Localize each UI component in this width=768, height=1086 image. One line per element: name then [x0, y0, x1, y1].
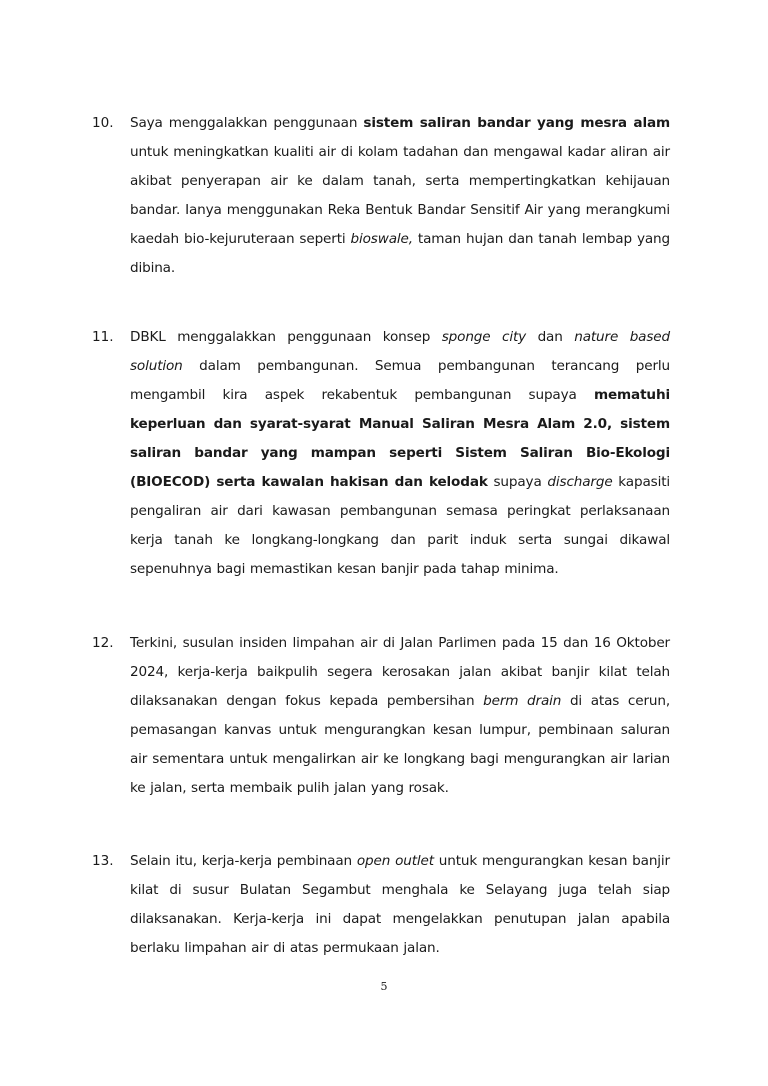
paragraph-13 — [92, 847, 672, 963]
text-run: Selain itu, kerja-kerja pembinaan — [130, 853, 357, 869]
italic-text: sponge city — [441, 329, 527, 345]
paragraph-text — [130, 109, 670, 283]
paragraph-11 — [92, 323, 672, 584]
italic-text: bioswale, — [350, 231, 413, 247]
paragraph-text — [130, 629, 670, 803]
paragraph-number: 13. — [92, 853, 114, 869]
text-run: DBKL menggalakkan penggunaan konsep — [130, 329, 442, 345]
text-run: kapasiti pengaliran air dari kawasan pembangunan semasa peringkat perlaksanaan kerja tanah ke longkang-longkang dan parit induk serta sungai dikawal sepenuhnya bagi memastikan kesan banjir pada tahap minima. — [130, 474, 670, 577]
italic-text: discharge — [547, 474, 613, 490]
paragraph-text — [130, 847, 670, 963]
text-run: supaya — [487, 474, 548, 490]
text-run: untuk meningkatkan kualiti air di kolam tadahan dan mengawal kadar aliran air akibat penyerapan air ke dalam tanah, serta mempertingkatkan kehijauan bandar. Ianya menggunakan Reka Bentuk Bandar Sensitif Air yang merangkumi kaedah bio-kejuruteraan seperti — [130, 144, 670, 247]
paragraph-12 — [92, 629, 672, 803]
paragraph-text — [130, 323, 670, 584]
page-number: 5 — [380, 980, 388, 993]
text-run: taman hujan dan tanah lembap yang dibina. — [130, 231, 671, 276]
text-run: Terkini, susulan insiden limpahan air di Jalan Parlimen pada 15 dan 16 Oktober 2024, kerja-kerja baikpulih segera kerosakan jalan akibat banjir kilat telah dilaksanakan dengan fokus kepada pembersihan — [130, 635, 670, 709]
italic-text: berm drain — [483, 693, 562, 709]
italic-text: open outlet — [356, 853, 434, 869]
text-run: Saya menggalakkan penggunaan — [130, 115, 364, 131]
text-run: dan — [526, 329, 575, 345]
italic-text: nature based solution — [130, 329, 670, 374]
paragraph-number: 12. — [92, 635, 114, 651]
paragraph-number: 11. — [92, 329, 114, 345]
text-run: dalam pembangunan. Semua pembangunan terancang perlu mengambil kira aspek rekabentuk pembangunan supaya — [130, 358, 670, 403]
bold-text: sistem saliran bandar yang mesra alam — [363, 115, 671, 131]
bold-text: mematuhi keperluan dan syarat-syarat Manual Saliran Mesra Alam 2.0, sistem saliran bandar yang mampan seperti Sistem Saliran Bio-Ekologi (BIOECOD) serta kawalan hakisan dan kelodak — [130, 387, 670, 490]
text-run: untuk mengurangkan kesan banjir kilat di susur Bulatan Segambut menghala ke Selayang juga telah siap dilaksanakan. Kerja-kerja ini dapat mengelakkan penutupan jalan apabila berlaku limpahan air di atas permukaan jalan. — [130, 853, 670, 956]
paragraph-number: 10. — [92, 115, 114, 131]
paragraph-10 — [92, 109, 672, 283]
text-run: di atas cerun, pemasangan kanvas untuk mengurangkan kesan lumpur, pembinaan saluran air sementara untuk mengalirkan air ke longkang bagi mengurangkan air larian ke jalan, serta membaik pulih jalan yang rosak. — [130, 693, 670, 796]
